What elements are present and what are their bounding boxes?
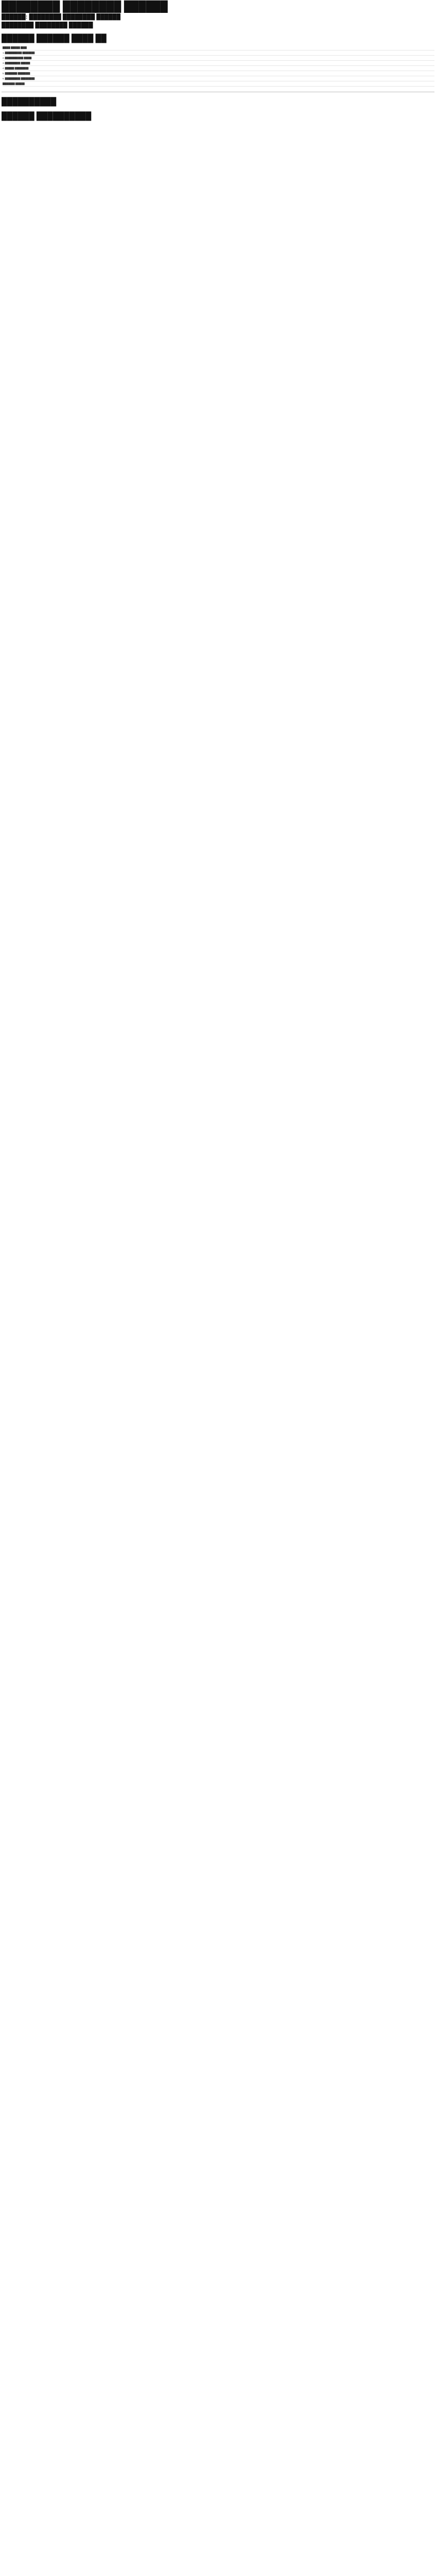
notes-section: [2, 97, 434, 107]
bibliography-section: [2, 112, 434, 121]
canon-list-item: ████████ ██████: [3, 81, 434, 87]
canon-list-item: 2. ████████████ █████: [3, 56, 434, 61]
canon-list-item: █████ ██████ ████: [3, 45, 434, 50]
six-canons-heading: ██████ ██████ ████ ██: [2, 34, 107, 43]
canon-list-item: 1. ███████████ ████████: [3, 50, 434, 56]
six-canons-list: [2, 45, 434, 87]
page-subtitle: ██████: ████████ ████████ ██████: [2, 14, 121, 20]
canon-list-item: 6. ██████████ █████████: [3, 76, 434, 81]
page-title: ████████ ████████ ██████: [2, 1, 168, 12]
canon-list-item: 4. ██████ █████████: [3, 66, 434, 71]
bibliography-heading: ██████ ██████████: [2, 112, 92, 121]
canon-list-item: 3. ██████████ ██████: [3, 61, 434, 66]
document-page: [0, 1, 436, 133]
essay-heading: ████████ ████████ ██████: [2, 22, 93, 28]
notes-heading: ██████████: [2, 97, 57, 106]
essay-section: [2, 22, 434, 29]
page-bottom-space: [2, 123, 434, 133]
six-canons-section: [2, 34, 434, 87]
canon-list-item: 5. ████████ ████████: [3, 71, 434, 76]
